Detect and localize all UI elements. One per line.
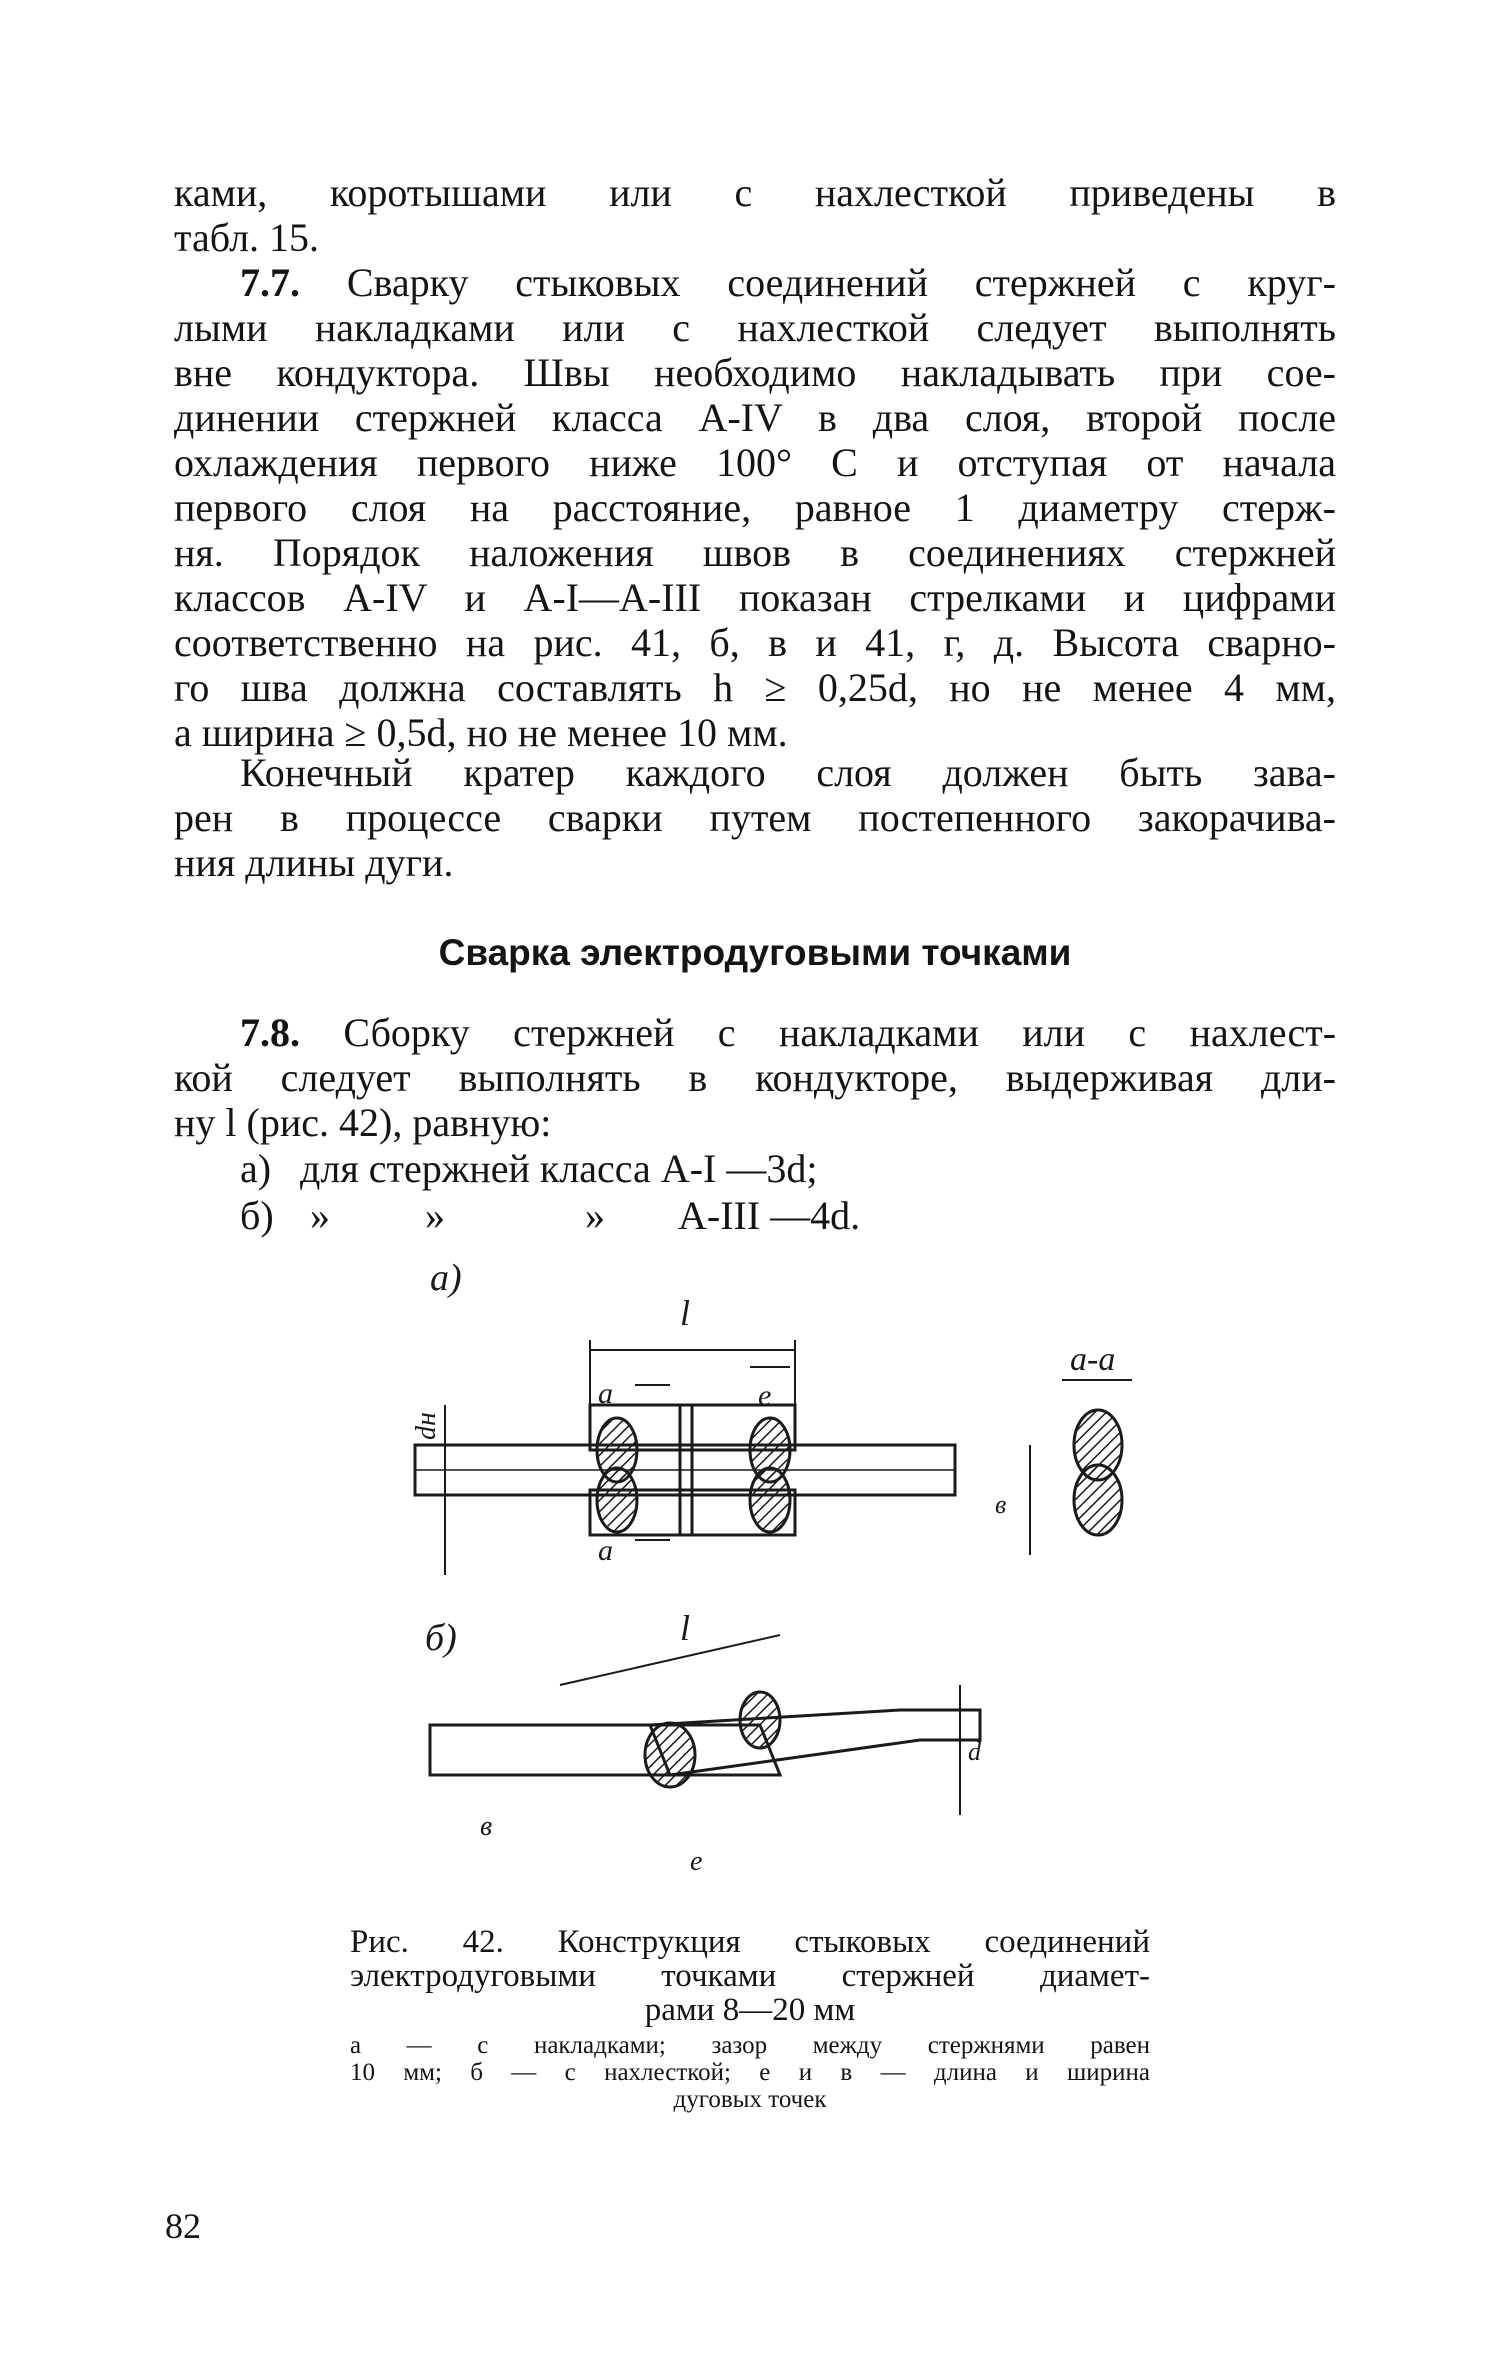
list-marker: а): [240, 1146, 272, 1191]
caption-line: электродуговыми точками стержней диамет-: [350, 1958, 1150, 1994]
list-text: А-III —4d.: [678, 1193, 861, 1238]
legend-line: а — с накладками; зазор между стержнями равен: [350, 2032, 1150, 2059]
figure-legend: [350, 2032, 1150, 2113]
legend-line: 10 мм; б — с нахлесткой; е и в — длина и ширина: [350, 2059, 1150, 2086]
list-marker: б): [240, 1193, 274, 1238]
paragraph-7-7: [174, 260, 1336, 755]
dimension-v-label: в: [995, 1490, 1007, 1519]
dimension-v-label: в: [480, 1811, 493, 1842]
clause-number: 7.7.: [240, 260, 300, 305]
text-line: динении стержней класса А-IV в два слоя, второй после: [174, 395, 1336, 440]
ditto-mark: »: [310, 1193, 330, 1238]
text-line: лыми накладками или с нахлесткой следует выполнять: [174, 305, 1336, 350]
text-line: ками, коротышами или с нахлесткой приведены в: [174, 170, 1336, 215]
dimension-e-label: е: [690, 1846, 703, 1877]
caption-line: Рис. 42. Конструкция стыковых соединений: [350, 1924, 1150, 1960]
paragraph-continuation: [174, 170, 1336, 260]
text-line: соответственно на рис. 41, б, в и 41, г, д. Высота сварно-: [174, 620, 1336, 665]
section-aa-label: а-а: [1070, 1341, 1116, 1378]
clause-number: 7.8.: [240, 1010, 300, 1055]
dimension-l-label: l: [680, 1608, 691, 1648]
text-line: первого слоя на расстояние, равное 1 диаметру стерж-: [174, 485, 1336, 530]
text-line: ния длины дуги.: [174, 840, 454, 885]
text-line: а ширина ≥ 0,5d, но не менее 10 мм.: [174, 710, 788, 755]
text-fragment: Сборку стержней с накладками или с нахлест-: [343, 1010, 1337, 1055]
weld-spot: [597, 1468, 637, 1532]
dimension-e-label: е: [758, 1379, 772, 1412]
paragraph-7-8: [174, 1010, 1336, 1145]
page-number: 82: [165, 2206, 201, 2246]
text-line: [174, 1010, 1336, 1055]
weld-spot: [645, 1723, 695, 1787]
text-fragment: Сварку стыковых соединений стержней с круг-: [346, 260, 1336, 305]
rebar-lap-right: [650, 1710, 980, 1775]
dimension-l-label: l: [680, 1293, 691, 1333]
text-line: классов А-IV и А-I—А-III показан стрелками и цифрами: [174, 575, 1336, 620]
section-spot: [1074, 1465, 1122, 1535]
weld-spot: [750, 1468, 790, 1532]
figure-42: [380, 1255, 1160, 1915]
text-line: ня. Порядок наложения швов в соединениях стержней: [174, 530, 1336, 575]
figure-caption: [350, 1925, 1150, 2027]
legend-line: дуговых точек: [673, 2086, 827, 2113]
text-line: рен в процессе сварки путем постепенного закорачива-: [174, 795, 1336, 840]
section-heading: Сварка электродуговыми точками: [438, 932, 1072, 973]
ditto-mark: »: [585, 1193, 605, 1238]
section-mark-label: а: [598, 1534, 613, 1567]
text-line: вне кондуктора. Швы необходимо накладывать при сое-: [174, 350, 1336, 395]
text-line: [174, 260, 1336, 305]
text-line: табл. 15.: [174, 215, 320, 260]
text-line: кой следует выполнять в кондукторе, выдерживая дли-: [174, 1055, 1336, 1100]
text-line: ну l (рис. 42), равную:: [174, 1100, 552, 1145]
text-line: го шва должна составлять h ≥ 0,25d, но не менее 4 мм,: [174, 665, 1336, 710]
caption-line: рами 8—20 мм: [644, 1992, 856, 2028]
text-line: Конечный кратер каждого слоя должен быть зава-: [240, 750, 1336, 795]
figure-label-a: а): [430, 1257, 462, 1299]
text-line: охлаждения первого ниже 100° С и отступая от начала: [174, 440, 1336, 485]
figure-label-b: б): [425, 1617, 457, 1659]
weld-spot: [740, 1692, 780, 1748]
paragraph-crater: [174, 750, 1336, 885]
ditto-mark: »: [425, 1193, 445, 1238]
list-text: для стержней класса А-I —3d;: [300, 1146, 818, 1191]
section-mark-label: а: [598, 1377, 613, 1410]
dimension-dn-label: dн: [411, 1412, 442, 1440]
dimension-d-label: d: [968, 1737, 981, 1766]
